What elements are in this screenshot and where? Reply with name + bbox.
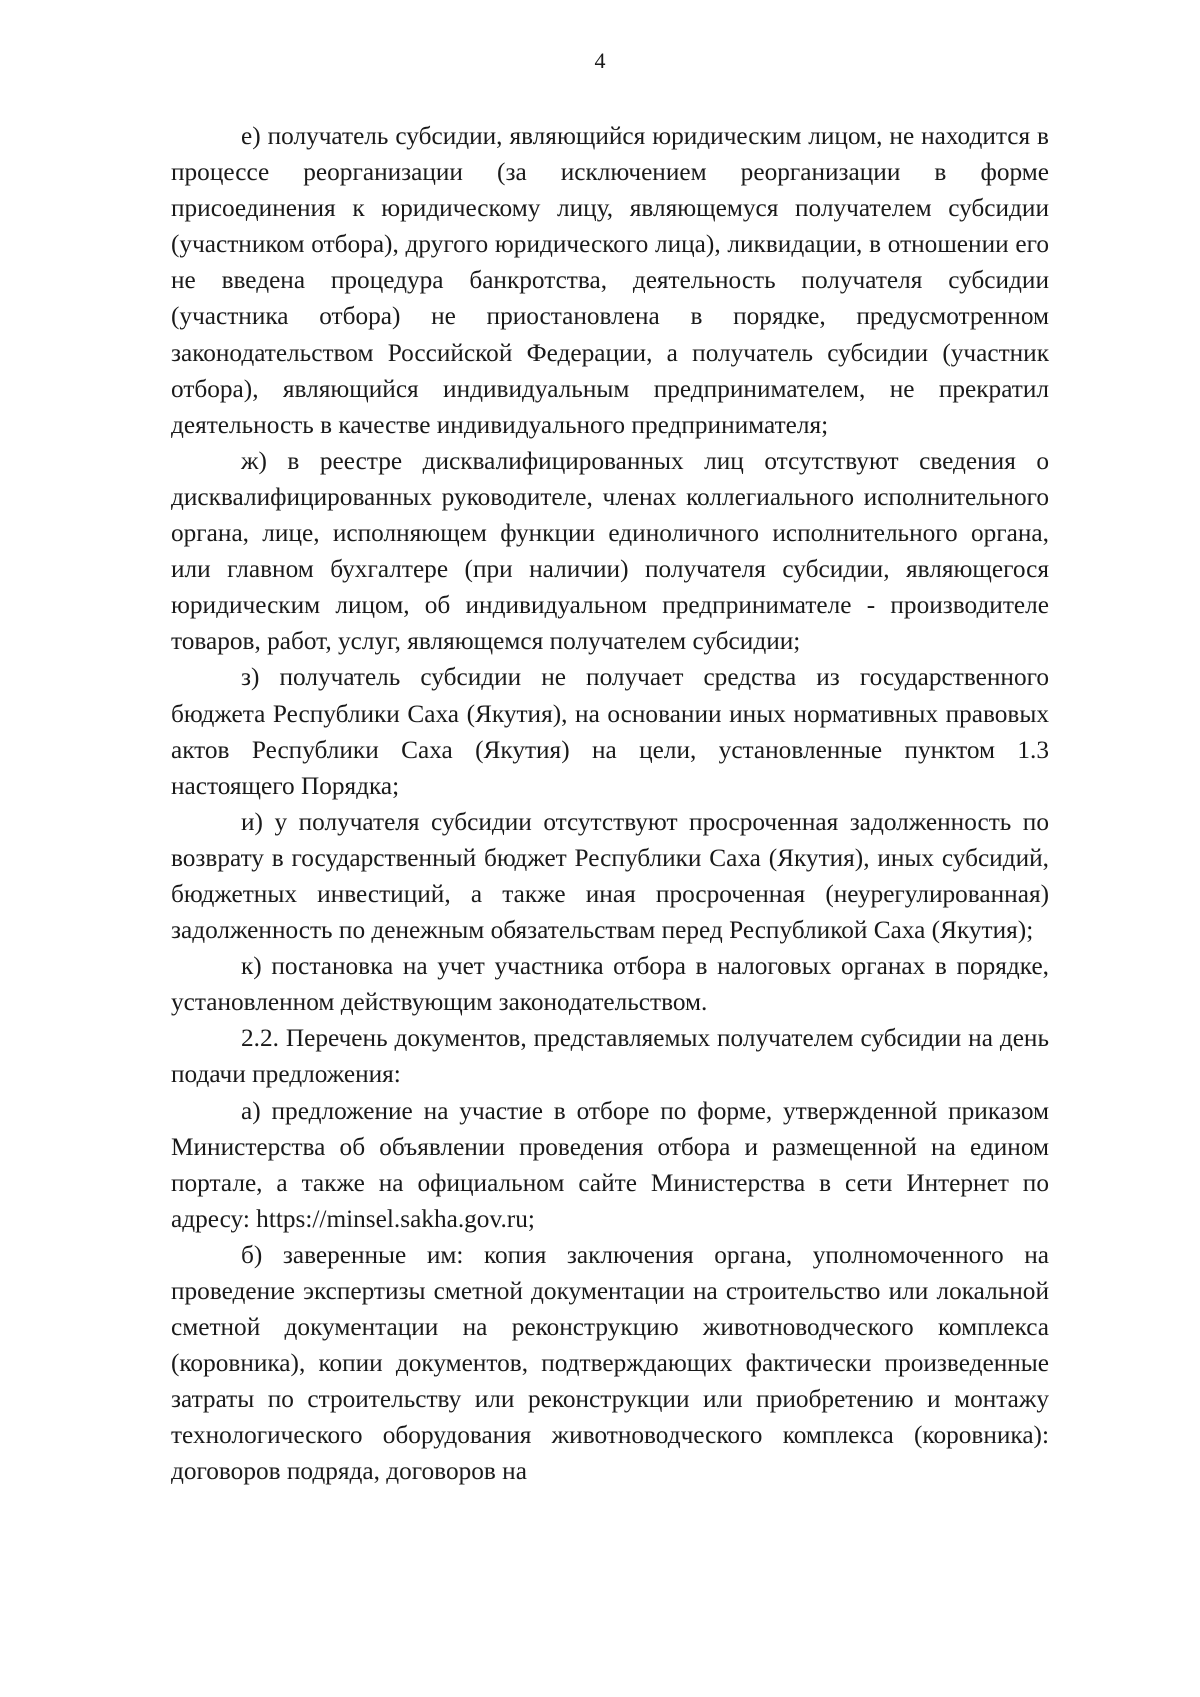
paragraph-zh-disqualified-persons: ж) в реестре дисквалифицированных лиц отсутствуют сведения о дисквалифицированных руководителе, членах коллегиального исполнительного органа, лице, исполняющем функции единоличного исполнительного органа, или главном бухгалтере (при наличии) получателя субсидии, являющегося юридическим лицом, об индивидуальном предпринимателе - производителе товаров, работ, услуг, являющемся получателем субсидии; [171,446,1049,656]
paragraph-k-tax-registration: к) постановка на учет участника отбора в налоговых органах в порядке, установленном действующим законодательством. [171,952,1049,1017]
paragraph-e-bankruptcy-conditions: е) получатель субсидии, являющийся юридическим лицом, не находится в процессе реорганизации (за исключением реорганизации в форме присоединения к юридическому лицу, являющемуся получателем субсидии (участником отбора), другого юридического лица), ликвидации, в отношении его не введена процедура банкротства, деятельность получателя субсидии (участника отбора) не приостановлена в порядке, предусмотренном законодательством Российской Федерации, а получатель субсидии (участник отбора), являющийся индивидуальным предпринимателем, не прекратил деятельность в качестве индивидуального предпринимателя; [171,122,1049,439]
paragraph-i-overdue-debt: и) у получателя субсидии отсутствуют просроченная задолженность по возврату в государственный бюджет Республики Саха (Якутия), иных субсидий, бюджетных инвестиций, а также иная просроченная (неурегулированная) задолженность по денежным обязательствам перед Республикой Саха (Якутия); [171,807,1049,945]
paragraph-2-2-documents-list: 2.2. Перечень документов, представляемых получателем субсидии на день подачи предложения: [171,1024,1049,1089]
paragraph-b-certified-copies: б) заверенные им: копия заключения органа, уполномоченного на проведение экспертизы сметной документации на строительство или локальной сметной документации на реконструкцию животноводческого комплекса (коровника), копии документов, подтверждающих фактически произведенные затраты по строительству или реконструкции или приобретению и монтажу технологического оборудования животноводческого комплекса (коровника): договоров подряда, договоров на [171,1240,1049,1486]
paragraph-z-budget-funds: з) получатель субсидии не получает средства из государственного бюджета Республики Саха (Якутия), на основании иных нормативных правовых актов Республики Саха (Якутия) на цели, установленные пунктом 1.3 настоящего Порядка; [171,663,1049,800]
page-number: 4 [594,48,606,73]
paragraph-a-proposal-form: а) предложение на участие в отборе по форме, утвержденной приказом Министерства об объявлении проведения отбора и размещенной на едином портале, а также на официальном сайте Министерства в сети Интернет по адресу: https://minsel.sakha.gov.ru; [171,1096,1049,1233]
document-body [171,118,1049,1490]
